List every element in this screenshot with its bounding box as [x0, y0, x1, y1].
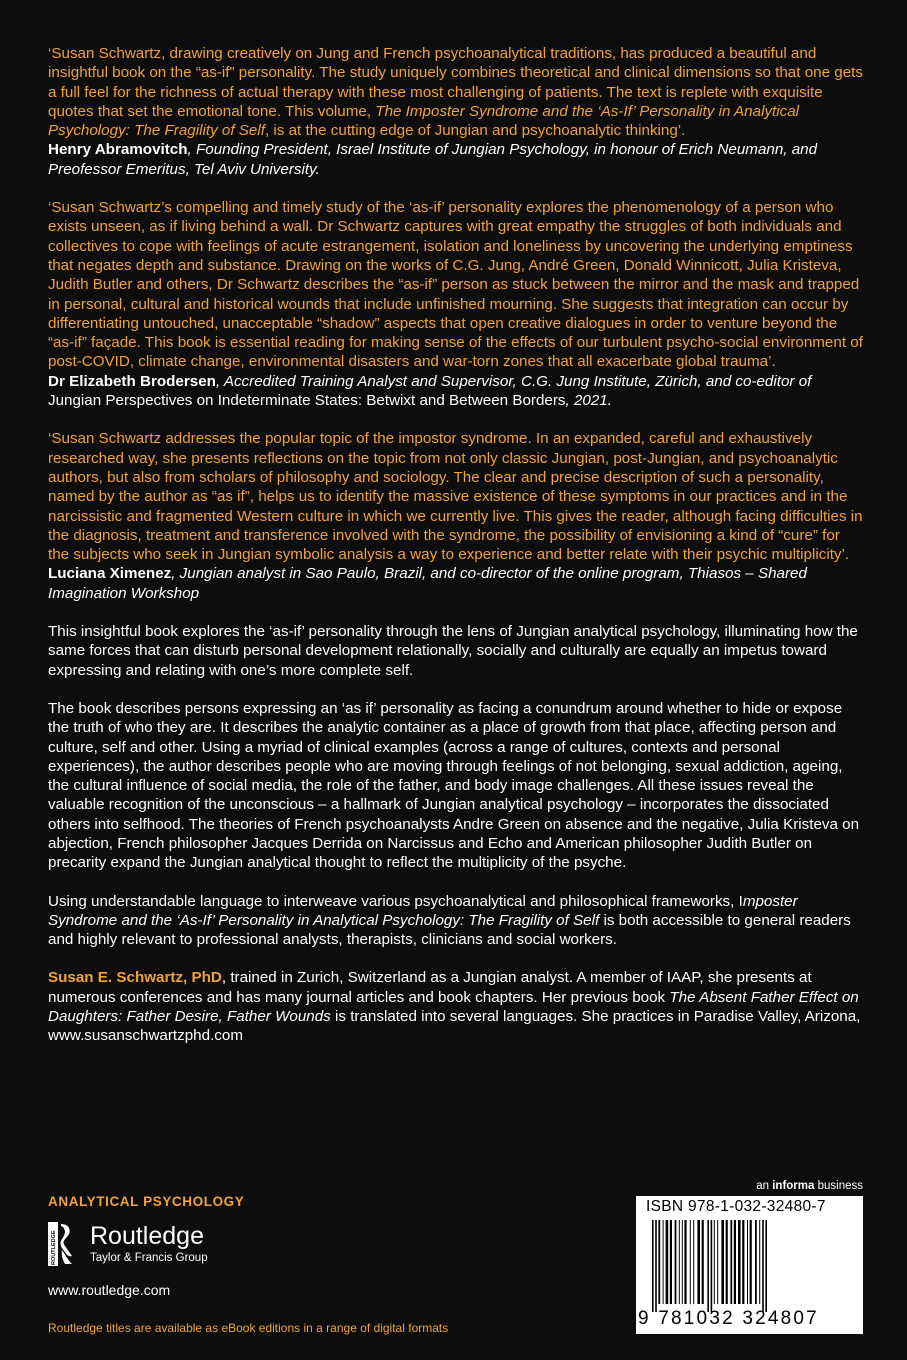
publisher-name: Routledge — [90, 1222, 204, 1250]
description-paragraph-1: This insightful book explores the ‘as-if’ personality through the lens of Jungian analytical psychology, illuminating how the same forces that can disturb personal development relationally, socially and culturally are equally an impetus toward expressing and relating with one’s more complete self. — [48, 623, 858, 679]
author-degree: , PhD — [183, 969, 222, 987]
barcode-bar — [658, 1220, 660, 1304]
endorser-role-end: , 2021. — [565, 392, 612, 410]
endorsement-quote: ‘Susan Schwartz, drawing creatively on Jung and French psychoanalytical traditions, has produced a beautiful and insightful book on the “as-if” personality. The study uniquely combines theoretical and clinical dimensions so that one gets a full feel for the richness of actual therapy with these most challenging of patients. The text is replete with exquisite quotes that set the emotional tone. This volume, — [48, 45, 863, 120]
book-title: The Imposter Syndrome and the ‘As-If’ Personality in Analytical Psychology: The Fragility of Self — [48, 102, 800, 140]
endorser-role: , Jungian analyst in Sao Paulo, Brazil, and co-director of the online program, Thiasos – Shared Imagination Workshop — [48, 565, 807, 602]
barcode-bar — [734, 1220, 736, 1304]
barcode-bar — [666, 1220, 669, 1304]
isbn-barcode-box — [636, 1196, 863, 1334]
barcode-bar — [652, 1220, 654, 1312]
endorser-name: Luciana Ximenez — [48, 565, 172, 583]
svg-text:ROUTLEDGE: ROUTLEDGE — [51, 1230, 57, 1265]
endorser-role: , Accredited Training Analyst and Supervisor, C.G. Jung Institute, Zürich, and co-editor of — [215, 372, 812, 390]
barcode-bar — [750, 1220, 752, 1304]
category-label: ANALYTICAL PSYCHOLOGY — [48, 1194, 245, 1209]
barcode-bar — [682, 1220, 683, 1304]
barcode-bar — [714, 1220, 715, 1304]
endorsement-quote-end: , is at the cutting edge of Jungian and psychoanalytic thinking’. — [264, 122, 686, 140]
endorsement-quote: ‘Susan Schwartz’s compelling and timely study of the ‘as-if’ personality explores the phenomenology of a person who exists unseen, as if living behind a wall. Dr Schwartz captures with great empathy the struggles of both individuals and collectives to cope with feelings of acute estrangement, isolation and loneliness by uncovering the underlying emptiness that negates depth and substance. Drawing on the works of C.G. Jung, André Green, Donald Winnicott, Julia Kristeva, Judith Butler and others, Dr Schwartz describes the “as-if” person as stuck between the mirror and the mask and trapped in personal, cultural and historical wounds that include unfinished mourning. She suggests that integration can occur by differentiating untouched, unacceptable “shadow” aspects that open creative dialogues in order to venture beyond the “as-if” façade. This book is essential reading for making sense of the effects of our turbulent psycho-social environment of post-COVID, climate change, environmental disasters and war-torn zones that all exacerbate global trauma’. — [48, 199, 863, 371]
barcode-bar — [755, 1220, 757, 1304]
endorser-name: Dr Elizabeth Brodersen — [48, 372, 216, 390]
barcode-bar — [765, 1220, 767, 1312]
barcode-bar — [702, 1220, 704, 1304]
barcode-bar — [670, 1220, 672, 1304]
routledge-vertical-wordmark — [49, 1224, 57, 1266]
barcode — [646, 1220, 856, 1312]
book-title: mposter Syndrome and the ‘As-If’ Personality in Analytical Psychology: The Fragility of Self — [48, 892, 798, 929]
endorsement-quote: ‘Susan Schwartz addresses the popular topic of the impostor syndrome. In an expanded, careful and exhaustively researched way, she presents reflections on the topic from not only classic Jungian, post-Jungian, and psychoanalytic authors, but also from scholars of philosophy and sociology. The clear and precise description of such a personality, named by the author as “as if”, helps us to identify the massive existence of these symptoms in our practices and in the narcissistic and fragmented Western culture in which we currently live. This gives the reader, although facing difficulties in the diagnosis, treatment and transference involved with the syndrome, the possibility of envisioning a kind of “cure” for the subjects who seek in Jungian symbolic analysis a way to experience and better relate with their psychic multiplicity’. — [48, 430, 863, 564]
barcode-bar — [655, 1220, 657, 1312]
endorser-work-title: Jungian Perspectives on Indeterminate States: Betwixt and Between Borders — [48, 392, 566, 410]
publisher-group: Taylor & Francis Group — [90, 1252, 208, 1264]
barcode-bar — [679, 1220, 680, 1304]
barcode-bar — [762, 1220, 764, 1312]
barcode-bar — [675, 1220, 677, 1304]
endorser-role: , Founding President, Israel Institute of Jungian Psychology, in honour of Erich Neumann, and Preofessor Emeritus, Tel Aviv University. — [48, 141, 818, 178]
endorser-name: Henry Abramovitch — [48, 141, 188, 159]
barcode-bar — [759, 1220, 760, 1304]
endorsement-3 — [48, 429, 863, 603]
barcode-bar — [721, 1220, 724, 1304]
endorsement-2 — [48, 198, 863, 410]
barcode-bar — [738, 1220, 741, 1304]
barcode-bar — [684, 1220, 686, 1304]
barcode-bar — [690, 1220, 691, 1304]
description-paragraph-2: The book describes persons expressing an ‘as if’ personality as facing a conundrum around whether to hide or expose the truth of who they are. It describes the analytic container as a place of growth from that place, affecting person and culture, self and other. Using a myriad of clinical examples (across a range of cultures, contexts and personal experiences), the author describes people who are moving through feelings of not belonging, sexual addiction, ageing, the cultural influence of social media, the role of the father, and body image challenges. All these issues reveal the valuable recognition of the unconscious – a hallmark of Jungian analytical psychology – incorporates the dissociated others into selfhood. The theories of French psychoanalysts Andre Green on absence and the negative, Julia Kristeva on abjection, French philosopher Jacques Derrida on Narcissus and Echo and American philosopher Judith Butler on precarity expand the Jungian analytical thought to reflect the multiplicity of the psyche. — [48, 699, 860, 872]
barcode-bar — [717, 1220, 718, 1304]
endorsement-1 — [48, 44, 863, 179]
barcode-bar — [663, 1220, 664, 1304]
ebook-note: Routledge titles are available as eBook editions in a range of digital formats — [48, 1321, 449, 1335]
author-bio: Susan E. Schwartz, PhD, trained in Zurich, Switzerland as a Jungian analyst. A member of IAAP, she presents at numerous conferences and has many journal articles and book chapters. Her previous book The Absent Father Effect on Daughters: Father Desire, Father Wounds is translated into several languages. She practices in Paradise Valley, Arizona, www.susanschwartzphd.com — [48, 969, 861, 1045]
publisher-website: www.routledge.com — [48, 1282, 171, 1298]
barcode-bar — [711, 1220, 713, 1312]
barcode-digits: 9 781032 324807 — [638, 1308, 819, 1329]
barcode-bar — [742, 1220, 744, 1304]
barcode-bar — [730, 1220, 732, 1304]
back-cover-text — [48, 44, 863, 1065]
informa-tagline: an informa business — [756, 1180, 863, 1192]
barcode-bar — [707, 1220, 709, 1312]
description-paragraph-3: Using understandable language to interweave various psychoanalytical and philosophical frameworks, Imposter Syndrome and the ‘As-If’ Personality in Analytical Psychology: The Fragility of Self is both accessible to general readers and highly relevant to professional analysts, therapists, clinicians and social workers. — [48, 892, 851, 949]
barcode-bar — [693, 1220, 694, 1304]
barcode-bar — [747, 1220, 748, 1304]
isbn-number: ISBN 978-1-032-32480-7 — [646, 1198, 826, 1215]
author-name: Susan E. Schwartz — [48, 969, 184, 987]
routledge-logo — [48, 1222, 248, 1270]
barcode-bar — [726, 1220, 728, 1304]
previous-book-title: The Absent Father Effect on Daughters: Father Desire, Father Wounds — [48, 988, 859, 1026]
barcode-bar — [697, 1220, 700, 1304]
